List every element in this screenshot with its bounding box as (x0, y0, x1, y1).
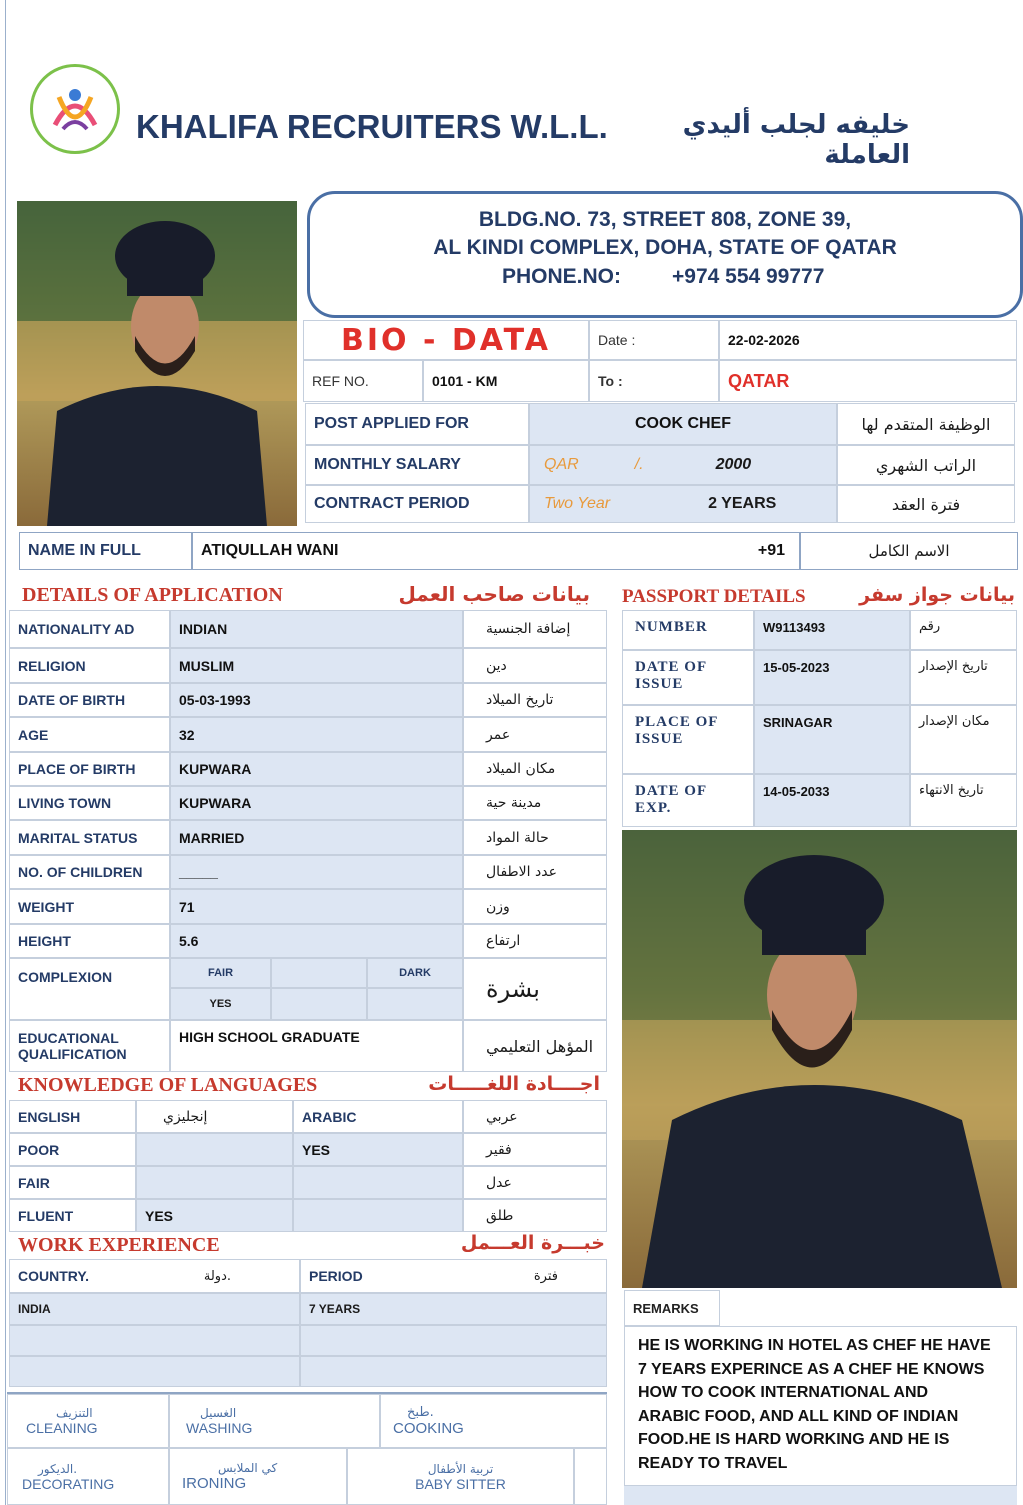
complexion-arabic: بشرة (486, 975, 540, 1003)
passport-value-cell (754, 650, 910, 705)
ref-value: 0101 - KM (432, 373, 498, 389)
name-value-cell (192, 532, 800, 570)
passport-value: 15-05-2023 (763, 660, 830, 675)
lang-level-arabic: طلق (486, 1207, 514, 1224)
complexion-dark-cell (367, 958, 463, 988)
skill-babysitter-arabic: تربية الأطفال (427, 1461, 494, 1476)
app-row-value-cell (170, 717, 463, 752)
ref-label-cell (303, 360, 423, 402)
salary-label-arabic: الراتب الشهري (875, 455, 977, 475)
lang-level: POOR (18, 1141, 60, 1158)
skill-ironing-cell (169, 1448, 347, 1505)
passport-value: SRINAGAR (763, 715, 833, 730)
to-label-cell (589, 360, 719, 402)
work-period-label: PERIOD (309, 1268, 363, 1284)
remarks-line: FOOD.HE IS HARD WORKING AND HE IS (638, 1431, 950, 1449)
complexion-empty-cell-1 (271, 988, 367, 1020)
skill-empty-cell (574, 1448, 607, 1505)
company-logo (30, 64, 120, 154)
complexion-label-cell (9, 958, 170, 1020)
education-value: HIGH SCHOOL GRADUATE (179, 1029, 360, 1045)
salary-label-ar-cell (837, 445, 1015, 485)
post-label: POST APPLIED FOR (314, 415, 469, 432)
page-border (5, 0, 6, 1505)
languages-title: KNOWLEDGE OF LANGUAGES (18, 1074, 318, 1096)
app-row-arabic: عمر (486, 726, 511, 743)
app-row-label-cell (9, 717, 170, 752)
app-row-arabic-cell (463, 752, 607, 786)
app-row-arabic: وزن (486, 898, 510, 915)
lang-english-arabic: إنجليزي (163, 1108, 208, 1125)
contract-label-arabic: فترة العقد (891, 494, 961, 514)
phone-number: +974 554 99777 (672, 265, 825, 288)
name-label: NAME IN FULL (28, 542, 141, 559)
application-title: DETAILS OF APPLICATION (22, 584, 283, 606)
passport-arabic: تاريخ الانتهاء (919, 783, 984, 798)
salary-separator: /. (634, 456, 644, 473)
company-name-arabic: خليفه لجلب أليدي العاملة (682, 110, 910, 170)
company-name: KHALIFA RECRUITERS W.L.L. (136, 108, 608, 145)
lang-level: FAIR (18, 1174, 50, 1191)
complexion-empty-cell-2 (367, 988, 463, 1020)
skill-decorating-arabic: .الديكور (38, 1461, 78, 1476)
lang-arabic-cell (293, 1100, 463, 1133)
education-ar-cell (463, 1020, 607, 1072)
work-title-arabic: خبـــرة العـــمل (460, 1232, 605, 1254)
lang-arabic-value-cell (293, 1133, 463, 1166)
app-row-label-cell (9, 752, 170, 786)
salary-currency: QAR (544, 456, 579, 473)
app-row-arabic-cell (463, 683, 607, 717)
lang-arabic-value-cell (293, 1199, 463, 1232)
remarks-line: 7 YEARS EXPERINCE AS A CHEF HE KNOWS (638, 1360, 985, 1378)
passport-arabic-cell (910, 610, 1017, 650)
skill-decorating: DECORATING (22, 1475, 115, 1492)
post-value: COOK CHEF (635, 415, 731, 432)
app-row-arabic: حالة المواد (486, 829, 549, 846)
skill-decorating-cell (7, 1448, 169, 1505)
passport-arabic-cell (910, 705, 1017, 774)
passport-label-2: EXP. (635, 800, 672, 816)
app-row-value: INDIAN (179, 621, 228, 637)
date-label-cell (589, 320, 719, 360)
lang-level: FLUENT (18, 1207, 74, 1224)
passport-title-arabic: بيانات جواز سفر (859, 584, 1015, 606)
app-row-label-cell (9, 648, 170, 683)
lang-level-arabic-cell (463, 1166, 607, 1199)
lang-english: ENGLISH (18, 1108, 81, 1125)
lang-english-value-cell (136, 1166, 293, 1199)
passport-label-cell (622, 650, 754, 705)
work-empty-cell-4 (300, 1356, 607, 1387)
work-country-arabic: .دولة (203, 1268, 231, 1284)
work-period-arabic: فترة (533, 1268, 558, 1284)
name-value: ATIQULLAH WANI (201, 542, 339, 559)
passport-arabic: مكان الإصدار (919, 714, 990, 729)
lang-english-value-cell (136, 1199, 293, 1232)
work-row-country: INDIA (18, 1302, 51, 1316)
app-row-arabic-cell (463, 717, 607, 752)
skill-babysitter-cell (347, 1448, 574, 1505)
app-row-label: NATIONALITY AD (18, 621, 135, 637)
salary-label-cell (305, 445, 529, 485)
complexion-ar-cell (463, 958, 607, 1020)
lang-level-arabic-cell (463, 1133, 607, 1166)
app-row-value: 32 (179, 726, 195, 743)
applicant-photo-large (622, 830, 1017, 1288)
work-title: WORK EXPERIENCE (18, 1234, 220, 1256)
lang-english-value: YES (145, 1207, 174, 1224)
lang-level-cell (9, 1199, 136, 1232)
app-row-label: RELIGION (18, 657, 86, 674)
app-row-value: 71 (179, 898, 195, 915)
education-arabic: المؤهل التعليمي (486, 1036, 594, 1056)
application-title-arabic: بيانات صاحب العمل (398, 582, 590, 606)
address-line-1: BLDG.NO. 73, STREET 808, ZONE 39, (478, 208, 852, 231)
work-period-header (300, 1259, 607, 1293)
app-row-label-cell (9, 683, 170, 717)
to-value-cell (719, 360, 1017, 402)
post-value-cell (529, 403, 837, 445)
lang-level-arabic-cell (463, 1199, 607, 1232)
app-row-value-cell (170, 683, 463, 717)
work-empty-cell-3 (9, 1356, 300, 1387)
remarks-footer-bar (624, 1486, 1017, 1505)
app-row-arabic: مدينة حية (486, 795, 542, 811)
app-row-label-cell (9, 889, 170, 924)
work-empty-cell-2 (300, 1325, 607, 1356)
lang-english-cell (9, 1100, 136, 1133)
education-label-cell (9, 1020, 170, 1072)
skill-washing-arabic: الغسيل (200, 1406, 237, 1420)
name-label-arabic: الاسم الكامل (868, 542, 950, 560)
passport-label-2: ISSUE (635, 731, 684, 747)
app-row-arabic-cell (463, 889, 607, 924)
passport-value-cell (754, 705, 910, 774)
name-label-ar-cell (800, 532, 1018, 570)
passport-arabic: تاريخ الإصدار (919, 659, 988, 674)
lang-arabic-arabic: عربي (486, 1108, 518, 1125)
passport-label-1: NUMBER (635, 619, 708, 635)
passport-label-cell (622, 610, 754, 650)
app-row-arabic-cell (463, 855, 607, 889)
app-row-arabic: عدد الاطفال (486, 864, 557, 880)
skill-cleaning-cell (7, 1394, 169, 1448)
passport-label-cell (622, 774, 754, 827)
complexion-mid-cell (271, 958, 367, 988)
post-label-ar-cell (837, 403, 1015, 445)
app-row-arabic-cell (463, 610, 607, 648)
lang-level-cell (9, 1166, 136, 1199)
lang-arabic-value-cell (293, 1166, 463, 1199)
skill-washing: WASHING (186, 1420, 253, 1436)
app-row-label: WEIGHT (18, 898, 74, 915)
education-label-2: QUALIFICATION (18, 1046, 127, 1062)
work-row-period-cell (300, 1293, 607, 1325)
post-label-cell (305, 403, 529, 445)
app-row-label: MARITAL STATUS (18, 829, 138, 846)
app-row-value: 05-03-1993 (179, 692, 251, 708)
app-row-label: PLACE OF BIRTH (18, 761, 136, 777)
app-row-value: KUPWARA (179, 795, 252, 811)
work-row-country-cell (9, 1293, 300, 1325)
app-row-value-cell (170, 924, 463, 958)
contract-label-cell (305, 485, 529, 523)
name-code: +91 (757, 542, 785, 559)
app-row-label-cell (9, 786, 170, 820)
app-row-value: MARRIED (179, 829, 245, 846)
passport-label-1: DATE OF (635, 783, 708, 799)
remarks-label-cell (624, 1290, 720, 1326)
remarks-line: READY TO TRAVEL (638, 1454, 788, 1472)
skill-cooking-cell (380, 1394, 607, 1448)
salary-value-cell (529, 445, 837, 485)
app-row-arabic: دين (486, 657, 507, 674)
salary-value: 2000 (715, 456, 752, 473)
passport-value: 14-05-2033 (763, 784, 830, 799)
passport-label-1: DATE OF (635, 659, 708, 675)
app-row-label-cell (9, 820, 170, 855)
passport-label-2: ISSUE (635, 676, 684, 692)
app-row-label: DATE OF BIRTH (18, 692, 126, 708)
to-value: QATAR (728, 370, 790, 391)
app-row-value-cell (170, 752, 463, 786)
skill-washing-cell (169, 1394, 380, 1448)
work-country-label: COUNTRY. (18, 1268, 90, 1284)
app-row-label-cell (9, 610, 170, 648)
skill-cooking: COOKING (393, 1420, 464, 1437)
complexion-fair-cell (170, 958, 271, 988)
passport-value: W9113493 (763, 620, 826, 635)
skill-cleaning-arabic: التنزيف (56, 1406, 93, 1420)
lang-level-arabic: عدل (486, 1174, 512, 1191)
work-row-period: 7 YEARS (309, 1302, 361, 1316)
complexion-selected: YES (209, 998, 232, 1010)
complexion-fair: FAIR (207, 967, 234, 979)
salary-label: MONTHLY SALARY (314, 456, 461, 473)
app-row-label-cell (9, 924, 170, 958)
lang-english-ar-cell (136, 1100, 293, 1133)
app-row-arabic: مكان الميلاد (486, 761, 556, 777)
app-row-value: _____ (179, 864, 218, 880)
app-row-label: HEIGHT (18, 933, 71, 949)
app-row-value: 5.6 (179, 933, 199, 949)
date-value-cell (719, 320, 1017, 360)
date-label: Date : (598, 332, 636, 348)
to-label: To : (598, 373, 623, 389)
ref-value-cell (423, 360, 589, 402)
applicant-photo (17, 201, 297, 526)
contract-label: CONTRACT PERIOD (314, 495, 470, 512)
app-row-value-cell (170, 610, 463, 648)
app-row-arabic-cell (463, 648, 607, 683)
contract-value-cell (529, 485, 837, 523)
app-row-arabic: تاريخ الميلاد (486, 692, 554, 708)
passport-label-1: PLACE OF (635, 714, 719, 730)
education-label-1: EDUCATIONAL (18, 1030, 119, 1046)
complexion-selected-cell (170, 988, 271, 1020)
app-row-arabic: إضافة الجنسية (486, 621, 571, 637)
app-row-arabic-cell (463, 924, 607, 958)
ref-label: REF NO. (312, 373, 369, 389)
work-country-header (9, 1259, 300, 1293)
app-row-arabic-cell (463, 786, 607, 820)
lang-arabic-ar-cell (463, 1100, 607, 1133)
contract-label-ar-cell (837, 485, 1015, 523)
skill-cleaning: CLEANING (26, 1420, 98, 1436)
remarks-line: ARABIC FOOD, AND ALL KIND OF INDIAN (638, 1407, 959, 1425)
skill-ironing-arabic: كي الملابس (218, 1461, 278, 1475)
skill-cooking-arabic: .طبخ (407, 1405, 434, 1420)
passport-label-cell (622, 705, 754, 774)
name-label-cell (19, 532, 192, 570)
remarks-text (638, 1334, 1016, 1476)
app-row-value: MUSLIM (179, 657, 235, 674)
app-row-value-cell (170, 889, 463, 924)
app-row-arabic-cell (463, 820, 607, 855)
lang-arabic: ARABIC (302, 1108, 357, 1125)
contract-value: 2 YEARS (708, 495, 777, 512)
address-line-2: AL KINDI COMPLEX, DOHA, STATE OF QATAR (433, 236, 897, 259)
app-row-label-cell (9, 855, 170, 889)
passport-title: PASSPORT DETAILS (622, 586, 806, 607)
phone-label: PHONE.NO: (502, 265, 622, 288)
lang-level-cell (9, 1133, 136, 1166)
app-row-value-cell (170, 648, 463, 683)
remarks-line: HOW TO COOK INTERNATIONAL AND (638, 1384, 929, 1402)
complexion-dark: DARK (399, 967, 431, 979)
biodata-title: BIO - DATA (340, 322, 551, 358)
post-label-arabic: الوظيفة المتقدم لها (861, 414, 991, 434)
date-value: 22-02-2026 (728, 332, 800, 348)
biodata-title-cell (303, 320, 589, 360)
lang-level-arabic: فقير (486, 1141, 512, 1158)
remarks-line: HE IS WORKING IN HOTEL AS CHEF HE HAVE (638, 1337, 991, 1354)
skill-babysitter: BABY SITTER (415, 1475, 506, 1492)
lang-arabic-value: YES (302, 1141, 331, 1158)
contract-hint: Two Year (544, 495, 611, 512)
lang-english-value-cell (136, 1133, 293, 1166)
app-row-arabic: ارتفاع (486, 933, 521, 949)
skill-ironing: IRONING (182, 1475, 247, 1492)
app-row-label: AGE (18, 726, 49, 743)
passport-arabic-cell (910, 774, 1017, 827)
passport-arabic-cell (910, 650, 1017, 705)
app-row-value: KUPWARA (179, 761, 252, 777)
app-row-value-cell (170, 786, 463, 820)
complexion-label: COMPLEXION (18, 969, 113, 985)
passport-value-cell (754, 774, 910, 827)
app-row-value-cell (170, 820, 463, 855)
education-value-cell (170, 1020, 463, 1072)
app-row-label: NO. OF CHILDREN (18, 864, 143, 880)
languages-title-arabic: اجــــادة اللغـــــات (428, 1073, 600, 1095)
app-row-value-cell (170, 855, 463, 889)
passport-arabic: رقم (919, 619, 941, 634)
app-row-label: LIVING TOWN (18, 795, 112, 811)
passport-value-cell (754, 610, 910, 650)
remarks-label: REMARKS (633, 1300, 699, 1316)
work-empty-cell-1 (9, 1325, 300, 1356)
